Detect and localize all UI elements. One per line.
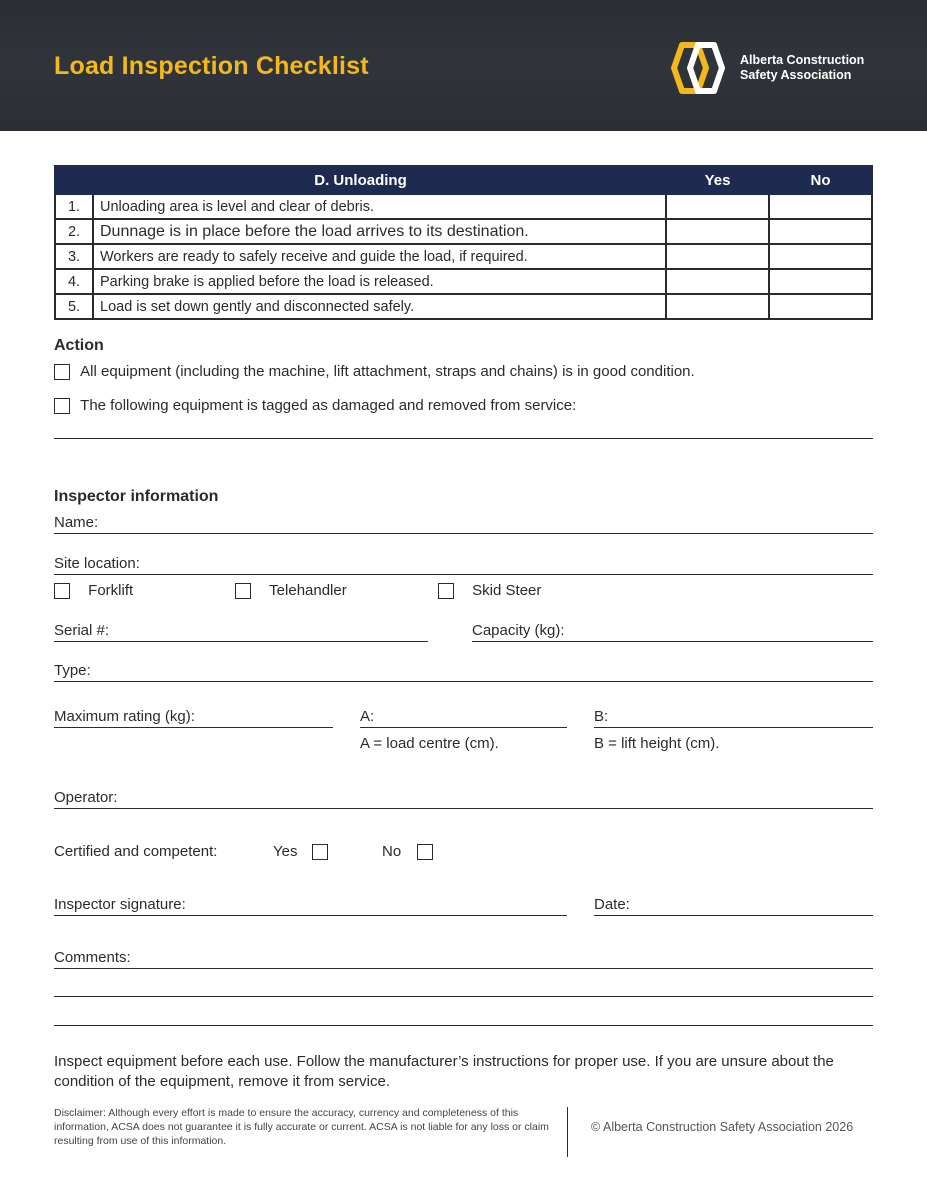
item-number: 3. — [55, 244, 93, 269]
serial-label: Serial #: — [54, 622, 110, 639]
item-number: 4. — [55, 269, 93, 294]
comments-line[interactable] — [54, 1025, 873, 1026]
org-name-line2: Safety Association — [740, 68, 852, 82]
equipment-option-skid-steer — [438, 582, 541, 599]
load-centre-label: A: — [360, 708, 375, 725]
good-condition-checkbox[interactable] — [54, 364, 70, 380]
load-centre-field[interactable] — [360, 708, 567, 728]
no-column-header: No — [769, 166, 872, 194]
name-label: Name: — [54, 514, 99, 531]
item-text: Parking brake is applied before the load is released. — [93, 269, 666, 294]
certified-yes-option — [273, 843, 328, 860]
certified-yes-checkbox[interactable] — [312, 844, 328, 860]
comments-line[interactable] — [54, 996, 873, 997]
certified-no-option — [382, 843, 433, 860]
operator-label: Operator: — [54, 789, 118, 806]
org-name-line1: Alberta Construction — [740, 53, 865, 67]
telehandler-checkbox[interactable] — [235, 583, 251, 599]
skid-steer-label: Skid Steer — [472, 582, 542, 599]
forklift-checkbox[interactable] — [54, 583, 70, 599]
item-text: Workers are ready to safely receive and guide the load, if required. — [93, 244, 666, 269]
date-label: Date: — [594, 896, 630, 913]
item-number: 1. — [55, 194, 93, 219]
damaged-checkbox[interactable] — [54, 398, 70, 414]
acsa-logo-icon — [668, 42, 728, 94]
yes-cell[interactable] — [666, 244, 769, 269]
maximum-rating-label: Maximum rating (kg): — [54, 708, 195, 725]
table-row — [55, 194, 872, 219]
certified-no-label: No — [382, 843, 402, 860]
no-cell[interactable] — [769, 219, 872, 244]
no-cell[interactable] — [769, 244, 872, 269]
equipment-option-forklift — [54, 582, 133, 599]
certified-yes-label: Yes — [273, 843, 298, 860]
site-location-field[interactable] — [54, 555, 873, 575]
name-field[interactable] — [54, 514, 873, 534]
inspector-signature-field[interactable] — [54, 896, 567, 916]
action-option-damaged — [54, 397, 576, 414]
damaged-label: The following equipment is tagged as damaged and removed from service: — [80, 397, 577, 414]
good-condition-label: All equipment (including the machine, lift attachment, straps and chains) is in good condition. — [80, 363, 695, 380]
date-field[interactable] — [594, 896, 873, 916]
item-text: Load is set down gently and disconnected safely. — [93, 294, 666, 319]
action-option-good-condition — [54, 363, 695, 380]
certified-label: Certified and competent: — [54, 843, 218, 860]
page-title: Load Inspection Checklist — [54, 52, 369, 80]
type-field[interactable] — [54, 662, 873, 682]
section-header: D. Unloading — [55, 166, 666, 194]
yes-cell[interactable] — [666, 219, 769, 244]
maximum-rating-field[interactable] — [54, 708, 333, 728]
yes-cell[interactable] — [666, 269, 769, 294]
unloading-checklist-table — [54, 165, 873, 320]
comments-label: Comments: — [54, 949, 131, 966]
inspector-info-title: Inspector information — [54, 488, 219, 505]
telehandler-label: Telehandler — [269, 582, 347, 599]
disclaimer: Disclaimer: Although every effort is made to ensure the accuracy, currency and completeness of this information, ACSA does not guarantee it is fully accurate or current. ACSA is not liable for any loss or claim resulting from use of this information. — [54, 1107, 549, 1147]
instruction-note: Inspect equipment before each use. Follow the manufacturer’s instructions for proper use. If you are unsure about the condition of the equipment, remove it from service. — [54, 1053, 834, 1090]
operator-field[interactable] — [54, 789, 873, 809]
item-number: 5. — [55, 294, 93, 319]
skid-steer-checkbox[interactable] — [438, 583, 454, 599]
serial-field[interactable] — [54, 622, 428, 642]
load-centre-description: A = load centre (cm). — [360, 735, 499, 752]
yes-column-header: Yes — [666, 166, 769, 194]
table-row — [55, 294, 872, 319]
yes-cell[interactable] — [666, 294, 769, 319]
action-title: Action — [54, 337, 104, 354]
forklift-label: Forklift — [88, 582, 134, 599]
table-row — [55, 269, 872, 294]
capacity-label: Capacity (kg): — [472, 622, 565, 639]
certified-no-checkbox[interactable] — [417, 844, 433, 860]
inspector-signature-label: Inspector signature: — [54, 896, 186, 913]
item-text: Unloading area is level and clear of debris. — [93, 194, 666, 219]
no-cell[interactable] — [769, 294, 872, 319]
table-row — [55, 244, 872, 269]
capacity-field[interactable] — [472, 622, 873, 642]
site-location-label: Site location: — [54, 555, 140, 572]
table-row — [55, 219, 872, 244]
damaged-equipment-line[interactable] — [54, 438, 873, 439]
no-cell[interactable] — [769, 194, 872, 219]
org-name — [740, 53, 864, 83]
no-cell[interactable] — [769, 269, 872, 294]
lift-height-label: B: — [594, 708, 609, 725]
comments-field[interactable] — [54, 949, 873, 969]
item-number: 2. — [55, 219, 93, 244]
type-label: Type: — [54, 662, 91, 679]
footer-divider — [567, 1107, 568, 1157]
page-header — [0, 0, 927, 131]
table-header-row — [55, 166, 872, 194]
lift-height-description: B = lift height (cm). — [594, 735, 720, 752]
copyright: © Alberta Construction Safety Association 2026 — [591, 1120, 854, 1134]
item-text: Dunnage is in place before the load arrives to its destination. — [93, 219, 666, 244]
lift-height-field[interactable] — [594, 708, 873, 728]
equipment-option-telehandler — [235, 582, 347, 599]
yes-cell[interactable] — [666, 194, 769, 219]
